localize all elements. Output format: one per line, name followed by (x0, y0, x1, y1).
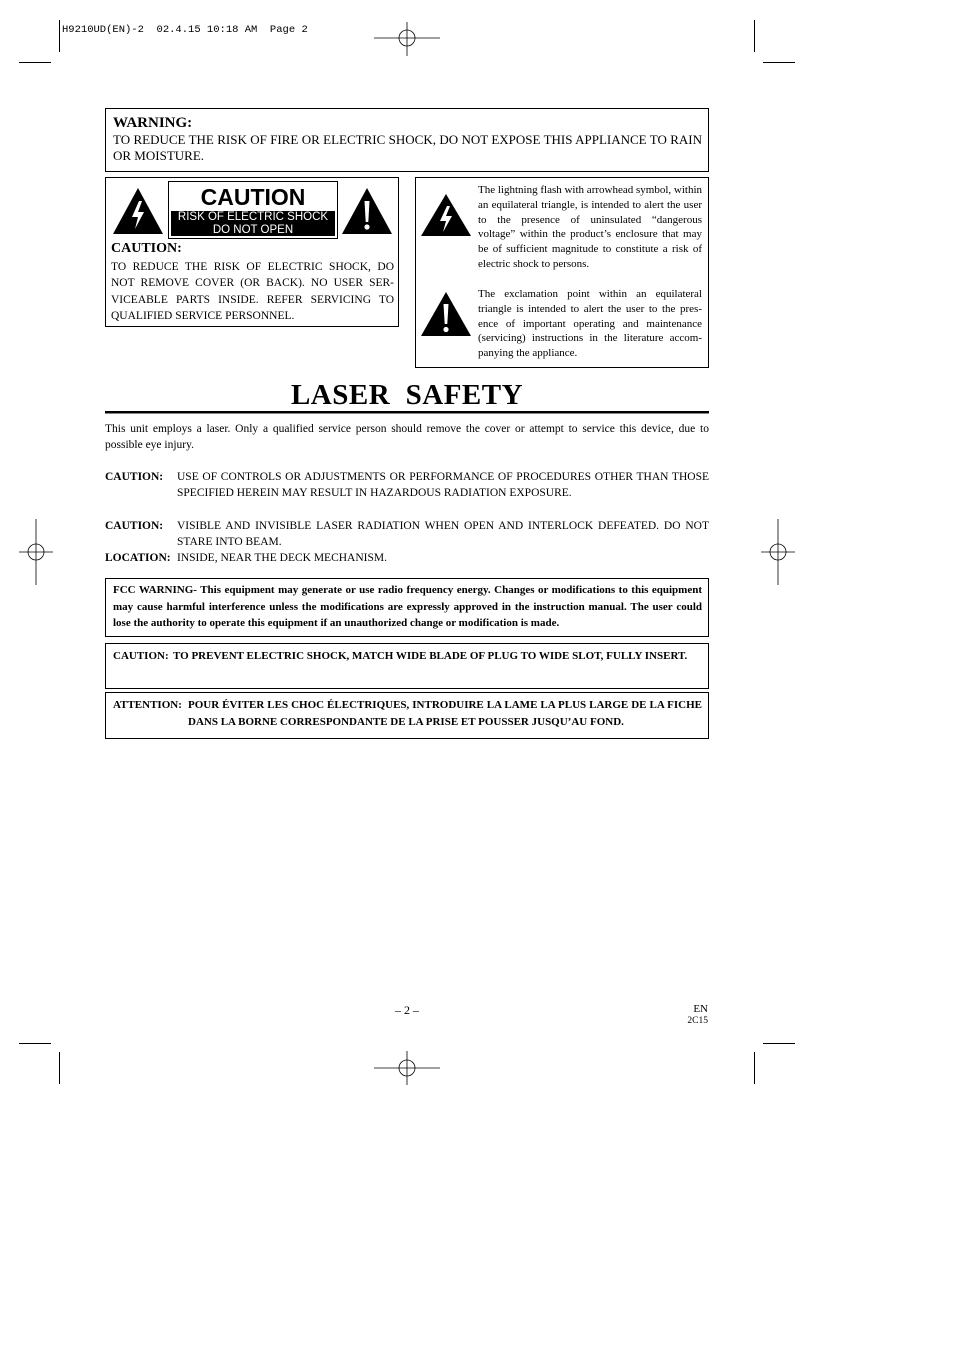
crop-mark (19, 1043, 51, 1044)
laser-safety-title: LASER SAFETY (290, 379, 524, 411)
location-text: INSIDE, NEAR THE DECK MECHANISM. (177, 552, 387, 564)
fcc-warning-box (105, 578, 709, 637)
laser-caution1-text: USE OF CONTROLS OR ADJUSTMENTS OR PERFORMANCE OF PROCEDURES OTHER THAN THOSE SPECIFIED HEREIN MAY RESULT IN HAZARDOUS RADIATION EXPOSURE. (177, 471, 709, 499)
registration-mark (761, 519, 795, 585)
registration-mark (374, 1051, 440, 1085)
crop-mark (19, 62, 51, 63)
document-code: 2C15 (687, 1016, 708, 1026)
caution-label (168, 181, 338, 239)
crop-mark (59, 1052, 60, 1084)
caution-label-band (171, 211, 335, 236)
exclamation-warning-icon (419, 290, 473, 338)
registration-mark (19, 519, 53, 585)
caution-box (105, 177, 399, 327)
caution-title: CAUTION: (111, 241, 182, 256)
laser-intro: This unit employs a laser. Only a qualified service person should remove the cover or attempt to service this device, due to possible eye injury. (105, 423, 709, 451)
symbols-box (415, 177, 709, 368)
attention-text: POUR ÉVITER LES CHOC ÉLECTRIQUES, INTRODUIRE LA LAME LA PLUS LARGE DE LA FICHE DANS LA BORNE CORRESPONDANTE DE LA PRISE ET POUSSER JUSQU’AU FOND. (188, 699, 702, 728)
attention-box (105, 692, 709, 739)
laser-caution2-label: CAUTION: (105, 520, 164, 532)
page-number: – 2 – (395, 1003, 419, 1017)
exclamation-symbol-text: The exclamation point within an equilateral triangle is intended to alert the user to the pres-ence of important operating and maintenance (servicing) instructions in the literature accom-panying the appliance. (478, 288, 702, 360)
print-header: H9210UD(EN)-2 02.4.15 10:18 AM Page 2 (62, 24, 308, 36)
warning-title: WARNING: (113, 115, 193, 131)
laser-caution1-label: CAUTION: (105, 471, 164, 483)
caution-label-heading: CAUTION (200, 184, 306, 210)
lightning-warning-icon (419, 192, 473, 238)
crop-mark (754, 20, 755, 52)
caution-text: TO REDUCE THE RISK OF ELECTRIC SHOCK, DO NOT REMOVE COVER (OR BACK). NO USER SER-VICEABLE PARTS INSIDE. REFER SERVICING TO QUALIFIED SERVICE PERSONNEL. (111, 261, 394, 322)
caution-label-line2: DO NOT OPEN (212, 223, 294, 236)
plug-caution-label: CAUTION: (113, 650, 169, 662)
lightning-warning-icon (111, 186, 165, 236)
crop-mark (754, 1052, 755, 1084)
lightning-symbol-text: The lightning flash with arrowhead symbol, within an equilateral triangle, is intended to alert the user to the presence of uninsulated “dangerous voltage” within the product’s enclosure that may be of sufficient magnitude to constitute a risk of electric shock to persons. (478, 184, 702, 270)
crop-mark (59, 20, 60, 52)
crop-mark (763, 1043, 795, 1044)
attention-label: ATTENTION: (113, 699, 182, 711)
crop-mark (763, 62, 795, 63)
warning-text: TO REDUCE THE RISK OF FIRE OR ELECTRIC SHOCK, DO NOT EXPOSE THIS APPLIANCE TO RAIN OR MOISTURE. (113, 132, 702, 163)
language-code: EN (693, 1003, 708, 1015)
exclamation-warning-icon (340, 186, 394, 236)
plug-caution-box (105, 643, 709, 689)
warning-box (105, 108, 709, 172)
laser-caution2-text: VISIBLE AND INVISIBLE LASER RADIATION WHEN OPEN AND INTERLOCK DEFEATED. DO NOT STARE INTO BEAM. (177, 520, 709, 548)
registration-mark (374, 22, 440, 56)
caution-label-line1: RISK OF ELECTRIC SHOCK (177, 211, 329, 223)
location-label: LOCATION: (105, 552, 171, 564)
fcc-warning-text: FCC WARNING- This equipment may generate or use radio frequency energy. Changes or modifications to this equipment may cause harmful interference unless the modifications are expressly approved in the instruction manual. The user could lose the authority to operate this equipment if an unauthorized change or modification is made. (113, 584, 702, 629)
title-rule-shadow (105, 413, 709, 414)
plug-caution-text: TO PREVENT ELECTRIC SHOCK, MATCH WIDE BLADE OF PLUG TO WIDE SLOT, FULLY INSERT. (173, 650, 688, 662)
